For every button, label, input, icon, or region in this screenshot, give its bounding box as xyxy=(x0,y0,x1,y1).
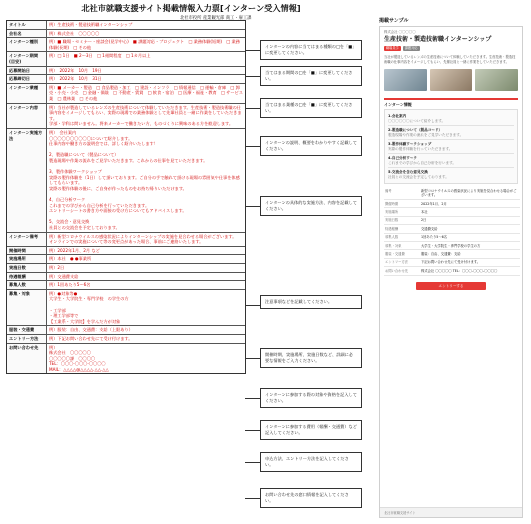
form-row xyxy=(7,335,245,344)
sample-detail-key: 待遇報酬 xyxy=(384,225,420,233)
form-label: インターン内容 xyxy=(7,104,47,128)
form-row xyxy=(7,52,245,66)
sample-detail-key: 募集人数 xyxy=(384,233,420,241)
sample-photo xyxy=(475,69,518,91)
form-value[interactable]: 例）2日 xyxy=(49,264,65,270)
sample-detail-value: 本社 xyxy=(420,208,520,216)
form-row xyxy=(7,281,245,290)
instruction-callout: 当てはまる業種の□を「■」に変更してください。 xyxy=(260,98,362,118)
sample-step xyxy=(388,126,514,140)
sample-company: 株式会社 〇〇〇〇〇 xyxy=(384,30,416,34)
sample-detail-value: 下記お問い合わせ先にて受け付けます。 xyxy=(420,258,520,266)
form-row xyxy=(7,75,245,84)
sample-photo xyxy=(430,69,473,91)
sample-detail-value: 交通費支給 xyxy=(420,225,520,233)
form-label: お問い合わせ先 xyxy=(7,344,47,374)
entry-form-table xyxy=(6,20,246,374)
sample-step-text: 製造現場や作業の流れをご見学いただきます。 xyxy=(388,132,464,137)
sample-detail-value: 2日 xyxy=(420,216,520,224)
form-value[interactable]: 例）2022年1月、2月 など xyxy=(49,247,100,253)
sample-detail-row xyxy=(384,250,520,258)
form-row xyxy=(7,326,245,335)
sample-step-title: 4.自己分析ワーク xyxy=(388,155,418,160)
form-row xyxy=(7,129,245,233)
sample-tag: 職場見学 xyxy=(386,46,399,50)
sample-detail-key: 募集・対象 xyxy=(384,242,420,250)
sample-tag: 課題対応 xyxy=(404,46,418,50)
instruction-callout: インターンの内容に当てはまる種類の□を「■」に変更してください。 xyxy=(260,40,362,60)
form-label: 会社名 xyxy=(7,30,47,38)
form-value[interactable]: 例）当社が製造しているレンズの生産技術について体験していただきます。生産技術・製造技術職の仕事内容をイメージしてもらい、実際の現場での業務体験として先輩社員と一緒に作業をしていただきます。 学部・学科は問いません。将来メーカーで働きたい方、ものづくりに興味のある方を歓迎します。 xyxy=(49,104,242,127)
instruction-callout: インターンに参加する費用（報酬・交通費）など記入してください。 xyxy=(260,420,362,440)
form-label: 募集人数 xyxy=(7,281,47,289)
form-row xyxy=(7,247,245,256)
sample-step-text: 実際の製作体験を行っていただきます。 xyxy=(388,146,453,151)
form-label: 募集・対象 xyxy=(7,290,47,326)
form-row xyxy=(7,30,245,39)
form-label: インターン備考 xyxy=(7,233,47,246)
form-label: 応募開始日 xyxy=(7,67,47,75)
sample-detail-key: 実施日数 xyxy=(384,216,420,224)
sample-steps xyxy=(384,109,518,184)
form-value[interactable]: 例）株式会社 〇〇〇〇〇 xyxy=(49,30,100,36)
form-value[interactable]: 例）新型コロナウイルスの感染状況によりインターンシップの実施を見合わせる場合がございます。 オンラインでの実施について等の変更点があった場合、事前にご連絡いたします。 xyxy=(49,233,237,245)
form-value[interactable]: 例）下記お問い合わせ先にて受け付けます。 xyxy=(49,335,133,341)
form-value[interactable]: 例）■ メーカー・製造 □ 食品製造・加工 □ 建設・インフラ □ 情報通信 □ 運輸・倉庫 □ 卸売・小売・小売 □ 金融・保険 □ 不動産・賃貸 □ 飲食・宿泊 □ 医療・福祉・教育 □ サービス業 □ 農林業 □ その他 xyxy=(49,84,243,101)
instruction-callout: 注意事項などを記載してください。 xyxy=(260,295,362,309)
sample-description: 当社が製造しているレンズの生産技術について体験していただきます。生産技術・製造技術職の仕事内容をイメージしてもらい、先輩社員と一緒に作業をしていただきます。 xyxy=(384,55,516,64)
sample-step-text: 〇〇〇〇〇〇について紹介します。 xyxy=(388,118,446,123)
form-label: 実施日数 xyxy=(7,264,47,272)
sample-detail-value: 株式会社 〇〇〇〇〇 TEL：〇〇〇-〇〇〇-〇〇〇〇 xyxy=(420,267,520,275)
sample-detail-key: エントリー方法 xyxy=(384,258,420,266)
sample-detail-table xyxy=(384,187,520,275)
sample-detail-value: 大学生・大学院生・専門学校の学生の方 xyxy=(420,242,520,250)
form-label: 待遇報酬 xyxy=(7,273,47,281)
form-label: 実施場所 xyxy=(7,255,47,263)
document-title: 北社市就職支援サイト掲載情報入力票[インターン受入情報] xyxy=(81,3,301,13)
sample-job-title: 生産技術・製造技術職インターンシップ xyxy=(384,36,492,43)
form-row xyxy=(7,67,245,76)
form-row xyxy=(7,38,245,52)
sample-step xyxy=(388,140,514,154)
form-value[interactable]: 例）●対象等● 大学生・大学院生・専門学校 の学生の方 ・工学部 ・理工学部等で 【工業系・大学院】を学んだ方が対象 xyxy=(49,290,129,324)
sample-detail-row xyxy=(384,233,520,241)
sample-detail-key: 備考 xyxy=(384,187,420,199)
sample-detail-value: 新型コロナウイルスの感染状況により実施を見合わせる場合がございます。 xyxy=(420,187,520,199)
sample-header xyxy=(380,27,522,53)
instruction-callout: 当てはまる期間の□を「■」に変更してください。 xyxy=(260,66,362,86)
sample-detail-row xyxy=(384,225,520,233)
sample-title: 掲載サンプル xyxy=(379,18,409,24)
form-value[interactable]: 例）生産技術・製造技術職インターンシップ xyxy=(49,22,133,27)
sample-detail-row xyxy=(384,242,520,250)
form-label: 応募締切日 xyxy=(7,75,47,83)
sample-step-text: これまでの学びから自己分析を行います。 xyxy=(388,160,456,165)
sample-detail-value: 2022年1月、2月 xyxy=(420,200,520,208)
form-label: インターン期間(目安) xyxy=(7,52,47,65)
sample-step xyxy=(388,168,514,181)
form-label: タイトル xyxy=(7,21,47,29)
form-value[interactable]: 例） 会社案内 〇〇〇〇〇〇〇〇〇〇について紹介します。 仕事内容や働き方の説明会では、詳しく紹介いたします！ 2、製造職について（製品について） 製造現場や作業の流れをご見学いただきます。これからの仕事を見ていただきます。 3、製作体験ワークショップ 実際の製作体験を（1日）して頂いております。ご自分の手で触れて頂ける現場の雰囲気や仕事を体感してもらいます。 実際の製作体験の後に、ご自身が作ったものをお持ち帰りいただけます。 4、自己分析ワーク これまでの学びから自己分析を行っていただきます。 エントリーシートの書き方や面接の受け方についてもアドバイスします。 5、交流会・意見交換 社員との交流会を予定しております。 xyxy=(49,129,240,230)
sample-step xyxy=(388,112,514,126)
sample-detail-value: 1回あたり5〜6名 xyxy=(420,233,520,241)
sample-photos xyxy=(380,66,522,94)
instruction-callout: インターンの具体的な実施方法、内容を記載してください。 xyxy=(260,196,362,216)
sample-preview xyxy=(379,26,523,518)
form-label: インターン種別 xyxy=(7,38,47,51)
form-label: 開催時間 xyxy=(7,247,47,255)
form-value[interactable]: 例）交通費支給 xyxy=(49,273,79,279)
sample-footer: 北社市就職支援サイト xyxy=(380,507,522,517)
sample-photo xyxy=(384,69,427,91)
form-value[interactable]: 例）■ 職場・セミナー・座談会(見学中心) ■ 課題対応・プロジェクト □ 業務体験(短期) □ 業務体験(長期) □ その他 xyxy=(49,39,240,50)
instruction-callout: お問い合わせ先の窓口情報を記入してください。 xyxy=(260,488,362,508)
form-value[interactable]: 例）本社 ● ●事業所 xyxy=(49,256,92,262)
form-row xyxy=(7,255,245,264)
sample-detail-key: 実施場所 xyxy=(384,208,420,216)
form-value[interactable]: 例）1回あたり5〜6名 xyxy=(49,282,91,288)
form-value[interactable]: 例）□ 1日 ■ 2〜3日 □ 1週間程度 □ 1カ月以上 xyxy=(49,53,151,59)
entry-button[interactable]: エントリーする xyxy=(416,282,486,290)
sample-step-title: 5.交流会を含む意見交換 xyxy=(388,169,428,174)
instruction-callout: 開催時期、実施場所、実施日数など、詳細に必要な情報をご入力ください。 xyxy=(260,348,362,368)
form-label: インターン実施方法 xyxy=(7,129,47,232)
form-value[interactable]: 例） 株式会社 〇〇〇〇〇 〇〇〇〇〇課 〇〇〇〇 TEL：〇〇〇-〇〇〇-〇〇〇〇 MAIL：△△△△@△△△△.△△.△△ xyxy=(49,344,109,372)
form-label: インターン業種 xyxy=(7,84,47,103)
sample-detail-key: 服装・交通費 xyxy=(384,250,420,258)
document-department: 北社市役所 産業観光部 商工・雇工課 xyxy=(180,16,252,21)
sample-tags xyxy=(384,46,518,51)
sample-detail-row xyxy=(384,258,520,266)
form-value[interactable]: 例） 2022年 10月 19日 xyxy=(49,67,102,73)
form-row xyxy=(7,21,245,30)
instruction-callout: 申込方法、エントリー方法を記入してください。 xyxy=(260,452,362,472)
sample-step-title: 3.製作体験ワークショップ xyxy=(388,141,432,146)
form-label: 服装・交通費 xyxy=(7,326,47,334)
sample-step-title: 2.製造職について（製品コード） xyxy=(388,127,443,132)
instruction-callout: インターンの説明、概要をわかりやすく記載してください。 xyxy=(260,136,362,156)
form-row xyxy=(7,273,245,282)
form-row xyxy=(7,233,245,247)
instruction-callout: インターンに参加する際の対象や資格を記入してください。 xyxy=(260,388,362,408)
sample-step-text: 社員との交流会を予定しております。 xyxy=(388,174,449,179)
sample-step xyxy=(388,154,514,168)
form-row xyxy=(7,104,245,129)
sample-section-title: インターン情報 xyxy=(384,98,518,107)
form-row xyxy=(7,84,245,104)
form-value[interactable]: 例） 2022年 10月 31日 xyxy=(49,76,102,82)
form-value[interactable]: 例）服装：自由、交通費：支給（上限あり） xyxy=(49,327,133,333)
sample-detail-key: 開催時期 xyxy=(384,200,420,208)
sample-detail-row xyxy=(384,267,520,275)
sample-detail-value: 服装：自由、交通費：支給 xyxy=(420,250,520,258)
sample-detail-key: お問い合わせ先 xyxy=(384,267,420,275)
sample-step-title: 1.会社案内 xyxy=(388,113,407,118)
sample-detail-row xyxy=(384,187,520,199)
sample-detail-row xyxy=(384,216,520,224)
form-row xyxy=(7,264,245,273)
sample-detail-row xyxy=(384,200,520,208)
form-row xyxy=(7,344,245,374)
form-label: エントリー方法 xyxy=(7,335,47,343)
form-row xyxy=(7,290,245,327)
sample-detail-row xyxy=(384,208,520,216)
